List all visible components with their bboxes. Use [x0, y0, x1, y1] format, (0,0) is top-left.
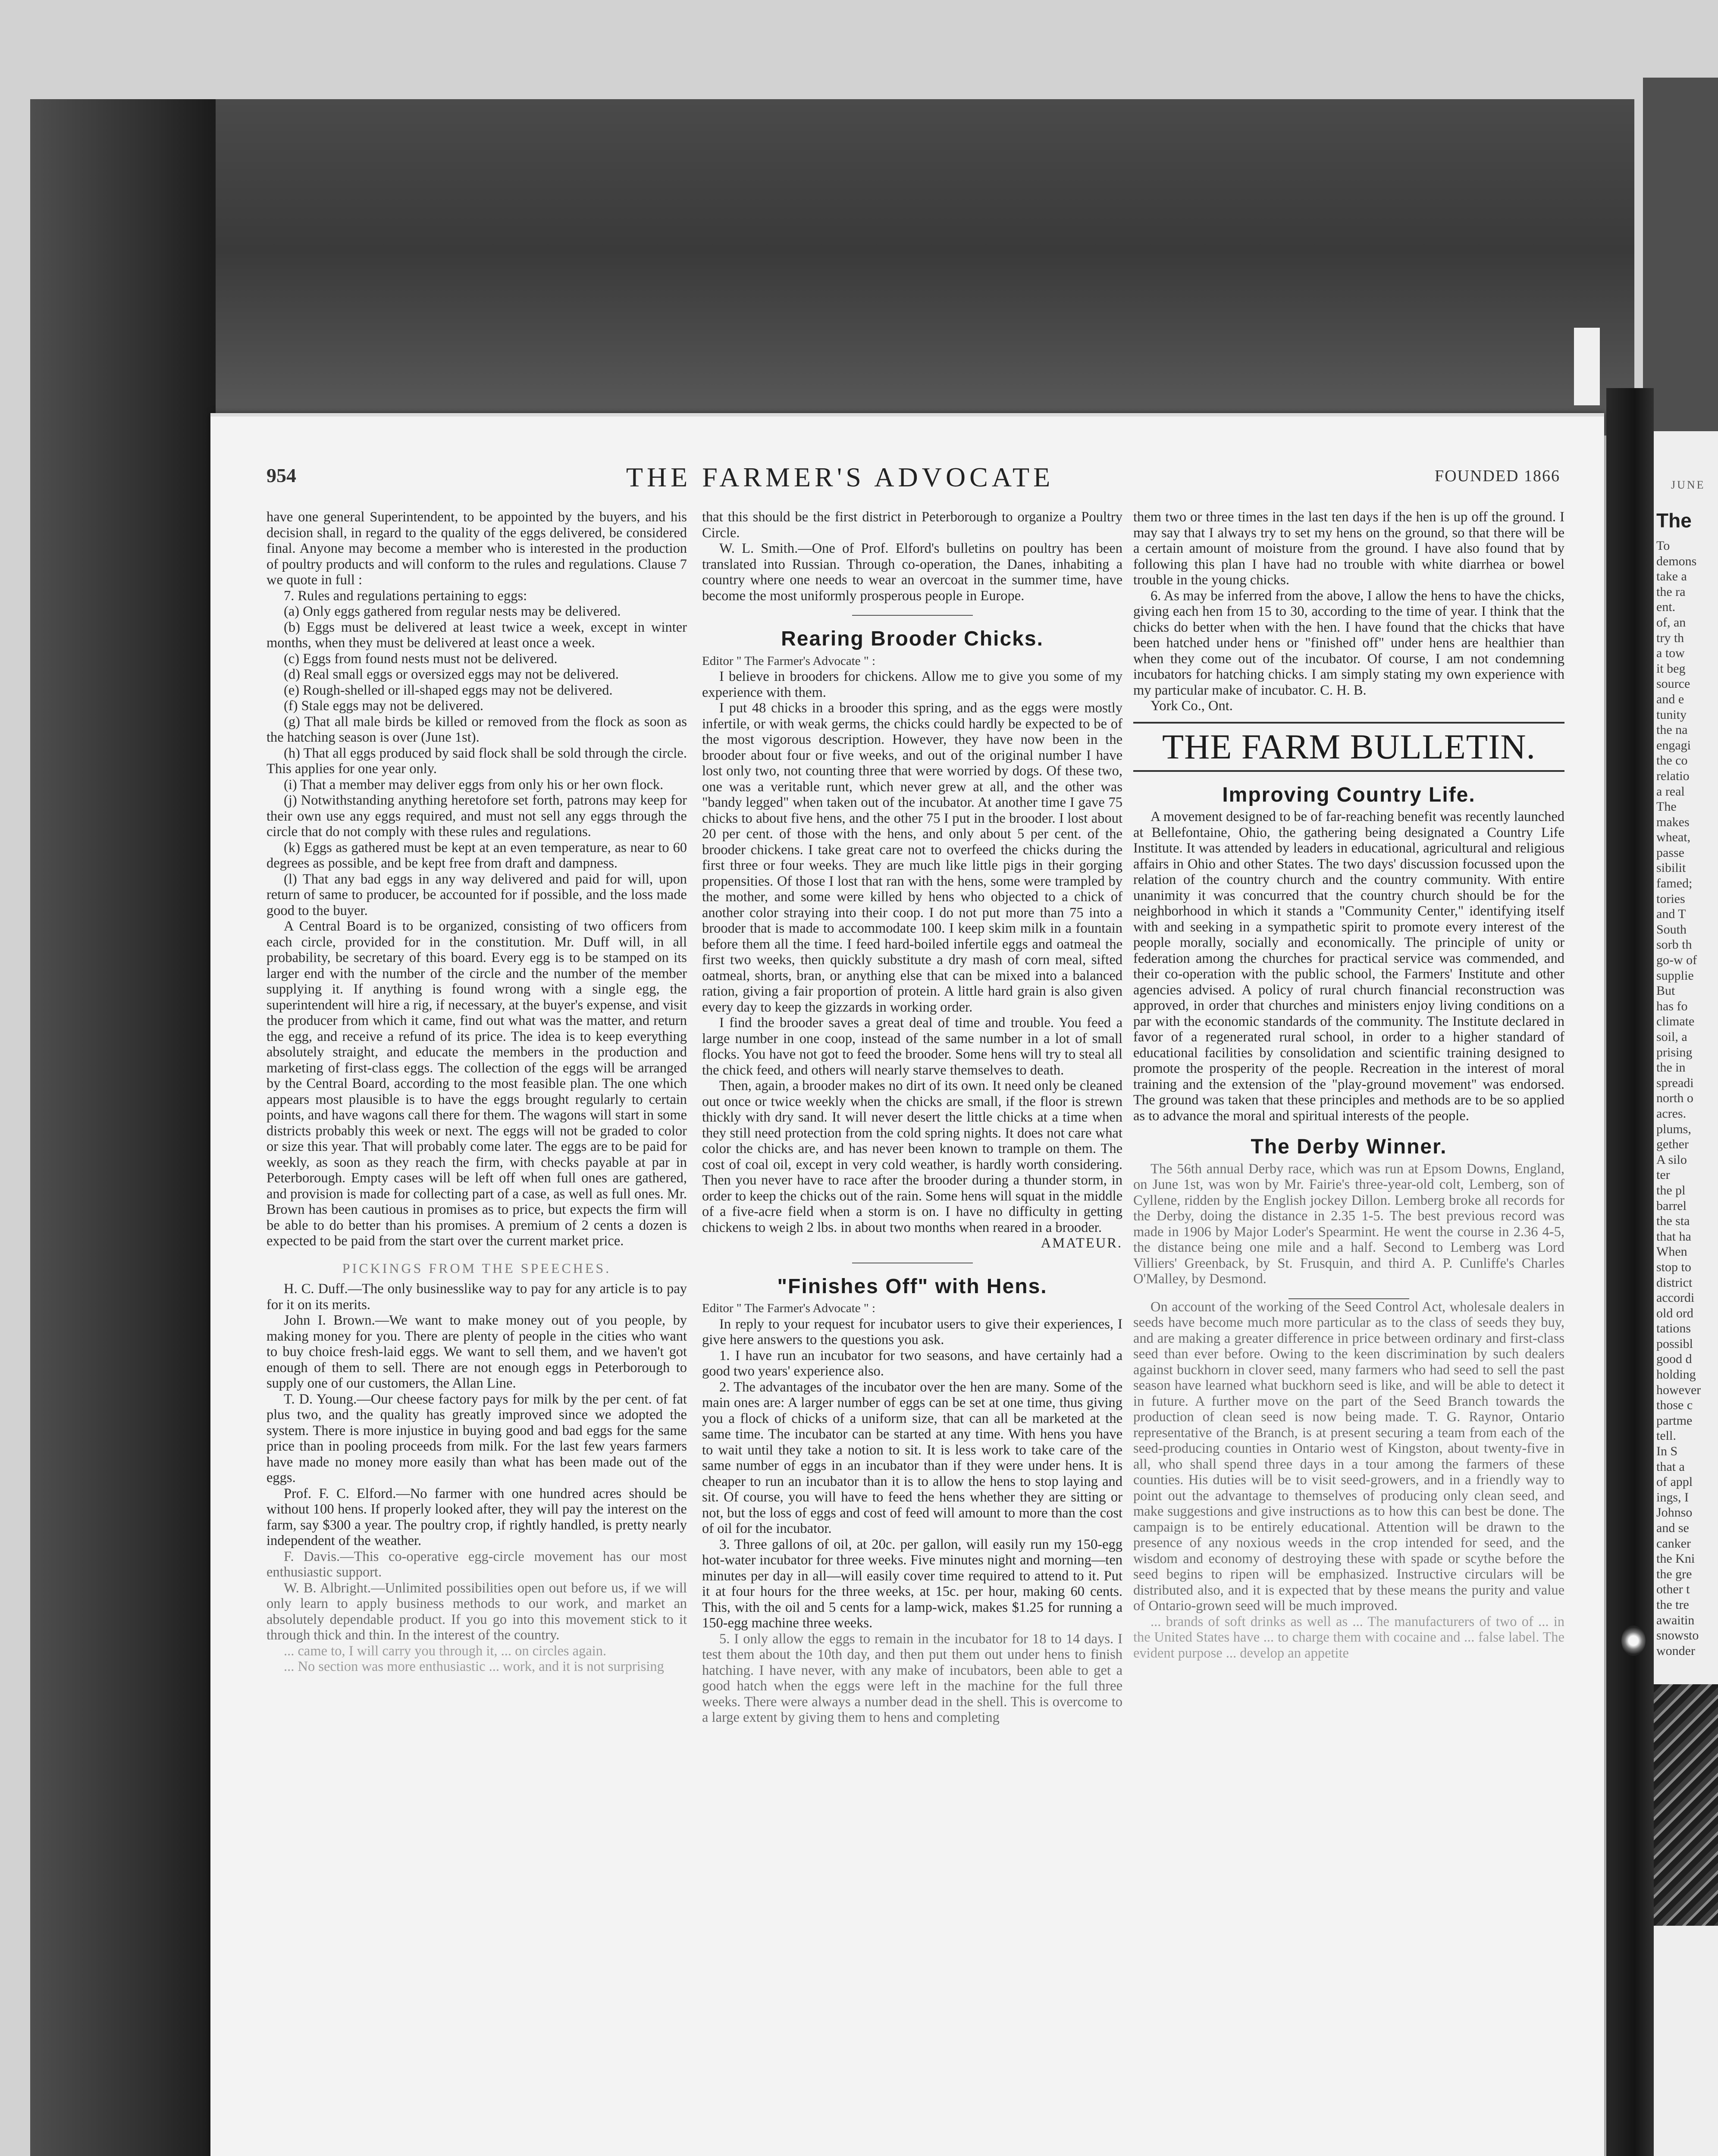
- paragraph: (f) Stale eggs may not be delivered.: [284, 698, 483, 714]
- adjacent-page-line: try th: [1656, 630, 1684, 645]
- adjacent-page-line: relatio: [1656, 768, 1690, 783]
- adjacent-page-line: has fo: [1656, 999, 1688, 1013]
- adjacent-page-line: A silo: [1656, 1152, 1687, 1167]
- newspaper-page: [210, 413, 1604, 2156]
- adjacent-page-line: old ord: [1656, 1306, 1693, 1320]
- paragraph: On account of the working of the Seed Control Act, wholesale dealers in seeds have become much more particular as to the class of seeds they buy, and are making a greater difference in price between ordinary and first-class seed than ever before. Owing to the keen discrimination by such dealers against buckhorn in clover seed, many farmers who had seed to sell the past season have learned what buckhorn seed is like, and will be able to detect it in future. A further move on the part of the Seed Branch towards the production of clean seed is now being made. T. G. Raynor, Ontario representative of the Branch, is at present securing a team from each of the seed-producing counties in Ontario west of Kingston, about twenty-five in all, who shall spend three days in a tour among the farmers of these counties. His duties will be to visit seed-growers, and in a friendly way to point out the advantage to themselves of producing only clean seed, and make suggestions and give instructions as to how this can best be done. The campaign is to be entirely educational. Attention will be drawn to the presence of any noxious weeds in the crop intended for seed, and the wisdom and economy of destroying these with spade or scythe before the seed begins to ripen will be emphasized. Instructive circulars will be distributed also, and it is expected that by these means the purity and value of Ontario-grown seed will be much improved.: [1133, 1299, 1564, 1614]
- adjacent-page-line: gether: [1656, 1137, 1689, 1152]
- adjacent-page-line: the na: [1656, 723, 1688, 737]
- paragraph: ... came to, I will carry you through it, ... on circles again.: [284, 1643, 607, 1659]
- adjacent-page-line: and se: [1656, 1521, 1689, 1535]
- adjacent-page-running-head: JUNE: [1671, 479, 1705, 491]
- paragraph: (i) That a member may deliver eggs from only his or her own flock.: [284, 777, 664, 793]
- adjacent-page-line: and T: [1656, 907, 1686, 921]
- paragraph: Prof. F. C. Elford.—No farmer with one hundred acres should be without 100 hens. If properly looked after, they will pay the interest on the farm, say $300 a year. The poultry crop, if rightly handled, is pretty nearly independent of the weather.: [266, 1485, 687, 1548]
- adjacent-page-line: partme: [1656, 1413, 1693, 1428]
- adjacent-page-line: north o: [1656, 1091, 1693, 1106]
- paragraph: I put 48 chicks in a brooder this spring, and as the eggs were mostly infertile, or with weak germs, the chicks could hardly be expected to be of the most vigorous description. However, they have now been in the brooder about four or five weeks, and out of the original number I have lost only two, not counting three that were worried by dogs. Of these two, one was a veritable runt, which never grew at all, and the other was "bandy legged" when taken out of the incubator. At another time I gave 75 chicks to about five hens, and the other 75 I put in the brooder. I lost about 20 per cent. of those with the hens, and only about 5 per cent. of the brooder chickens. I take great care not to overfeed the chicks during the first three or four weeks. They are much like little pigs in their gorging propensities. Of those I lost that ran with the hens, some were trampled by the mother, and some were killed by hens who objected to a chick of another color straying into their coop. I do not put more than 75 into a brooder that is made to accommodate 100. I keep skim milk in a fountain before them all the time. I feed hard-boiled infertile eggs and oatmeal the first two weeks, then quickly substitute a dry mash of corn meal, sifted oatmeal, shorts, bran, or anything else that can be mixed into a balanced ration, giving a fair proportion of protein. A little hard grain is also given every day to keep the gizzards in working order.: [702, 700, 1122, 1015]
- adjacent-page-line: The: [1656, 799, 1677, 814]
- paragraph: (d) Real small eggs or oversized eggs may not be delivered.: [284, 667, 619, 682]
- editor-salutation: Editor " The Farmer's Advocate " :: [702, 654, 876, 668]
- adjacent-page-line: and e: [1656, 692, 1684, 706]
- running-head: [266, 464, 1560, 498]
- adjacent-page-line: the pl: [1656, 1183, 1686, 1197]
- adjacent-page-line: canker: [1656, 1536, 1691, 1551]
- adjacent-page-line: good d: [1656, 1352, 1692, 1366]
- masthead-title: THE FARMER'S ADVOCATE: [626, 462, 1054, 492]
- paragraph: (e) Rough-shelled or ill-shaped eggs may not be delivered.: [284, 682, 613, 698]
- adjacent-page-line: source: [1656, 677, 1690, 691]
- paragraph: have one general Superintendent, to be appointed by the buyers, and his decision shall, in regard to the quality of the eggs delivered, be considered final. Anyone may become a member who is interested in the production of poultry products and will conform to the rules and regulations. Clause 7 we quote in full :: [266, 509, 687, 588]
- paragraph: (h) That all eggs produced by said flock shall be sold through the circle. This applies for one year only.: [266, 745, 687, 777]
- paragraph: 1. I have run an incubator for two seasons, and have certainly had a good two years' experience also.: [702, 1348, 1122, 1379]
- adjacent-page-heading: The: [1656, 509, 1692, 532]
- paragraph: The 56th annual Derby race, which was run at Epsom Downs, England, on June 1st, was won by Mr. Fairie's three-year-old colt, Lemberg, son of Cyllene, ridden by the English jockey Dillon. Lemberg broke all records for the Derby, doing the distance in 2.35 1-5. The best previous record was made in 1906 by Major Loder's Spearmint. He went the course in 2.36 4-5, the distance being one mile and a half. Second to Lemberg was Lord Villiers' Greenback, by St. Frusquin, and third A. P. Cunliffe's Charles O'Malley, by Desmond.: [1133, 1161, 1564, 1287]
- paragraph: that this should be the first district in Peterborough to organize a Poultry Circle.: [702, 509, 1122, 541]
- farm-bulletin-banner: THE FARM BULLETIN.: [1133, 722, 1564, 772]
- adjacent-page-line: of, an: [1656, 615, 1686, 630]
- paragraph: John I. Brown.—We want to make money out of you people, by making money for you. There are plenty of people in the cities who want to buy choice fresh-laid eggs. We want to sell them, and we haven't got enough of them to sell. There are not enough eggs in Peterborough to supply one of our customers, the Allan Line.: [266, 1313, 687, 1391]
- paragraph: (k) Eggs as gathered must be kept at an even temperature, as near to 60 degrees as possible, and be kept free from draft and dampness.: [266, 840, 687, 871]
- adjacent-page-line: passe: [1656, 845, 1684, 860]
- adjacent-page-line: however: [1656, 1382, 1701, 1397]
- adjacent-page-line: possibl: [1656, 1336, 1693, 1351]
- paragraph: (l) That any bad eggs in any way delivered and paid for will, upon return of same to producer, be accounted for if possible, and the loss made good to the buyer.: [266, 871, 687, 918]
- paragraph: (b) Eggs must be delivered at least twice a week, except in winter months, when they must be delivered at least once a week.: [266, 619, 687, 651]
- paragraph: (j) Notwithstanding anything heretofore set forth, patrons may keep for their own use any eggs required, and must not sell any eggs through the circle that do not comply with these rules and regulations.: [266, 793, 687, 840]
- adjacent-page-line: engagi: [1656, 738, 1691, 752]
- adjacent-page-line: stop to: [1656, 1260, 1691, 1274]
- binding-hole: [1621, 1626, 1646, 1656]
- adjacent-page-line: Johnso: [1656, 1505, 1693, 1520]
- adjacent-page-line: district: [1656, 1275, 1693, 1290]
- section-subheading: PICKINGS FROM THE SPEECHES.: [342, 1260, 611, 1276]
- adjacent-page-line: it beg: [1656, 661, 1686, 676]
- article-heading: Improving Country Life.: [1222, 783, 1476, 806]
- paragraph: T. D. Young.—Our cheese factory pays for milk by the per cent. of fat plus two, and the quality has greatly improved since we adopted the system. There is more injustice in buying good and bad eggs for the same price than in pooling proceeds from milk. For the last few years farmers have made no money more easily than what has been made out of the eggs.: [266, 1391, 687, 1485]
- paragraph: York Co., Ont.: [1151, 698, 1233, 714]
- adjacent-page-line: When: [1656, 1244, 1687, 1259]
- article-heading: The Derby Winner.: [1251, 1135, 1447, 1158]
- paragraph: I find the brooder saves a great deal of time and trouble. You feed a large number in one coop, instead of the same number in a lot of small flocks. You have not got to feed the brooder. Some hens will try to steal all the chick feed, and others will nearly starve themselves to death.: [702, 1015, 1122, 1078]
- adjacent-page-line: go-w of: [1656, 953, 1697, 968]
- adjacent-page-line: the tre: [1656, 1597, 1689, 1612]
- adjacent-page-line: prising: [1656, 1045, 1693, 1059]
- adjacent-page-line: the co: [1656, 753, 1688, 768]
- adjacent-page-line: snowsto: [1656, 1628, 1699, 1643]
- paragraph: F. Davis.—This co-operative egg-circle movement has our most enthusiastic support.: [266, 1548, 687, 1580]
- paragraph: I believe in brooders for chickens. Allow me to give you some of my experience with them.: [702, 669, 1122, 700]
- adjacent-page-line: sibilit: [1656, 861, 1686, 875]
- adjacent-page-line: the in: [1656, 1060, 1686, 1075]
- adjacent-page-line: ent.: [1656, 600, 1676, 614]
- adjacent-page-text: [1654, 538, 1718, 1658]
- adjacent-page-line: holding: [1656, 1367, 1696, 1382]
- adjacent-page-line: demons: [1656, 554, 1697, 568]
- adjacent-page-line: wheat,: [1656, 830, 1691, 845]
- adjacent-page-line: climate: [1656, 1014, 1695, 1029]
- paragraph: ... brands of soft drinks as well as ... The manufacturers of two of ... in the United States have ... to charge them with cocaine and ... false label. The evident purpose ... develop an appetite: [1133, 1614, 1564, 1661]
- column-3: [1133, 509, 1564, 1661]
- adjacent-page-line: the gre: [1656, 1567, 1692, 1581]
- paragraph: Then, again, a brooder makes no dirt of its own. It need only be cleaned out once or twice weekly when the chicks are small, if the floor is strewn thickly with dry sand. It will never desert the little chicks at a time when they still need protection from the cold spring nights. It does not care what color the chicks are, and has never been known to trample on them. The cost of coal oil, except in very cold weather, is hardly worth considering. Then you never have to race after the brooder during a thunder storm, in order to keep the chicks out of the rain. Some hens will squat in the middle of a five-acre field when a storm is on. I have no difficulty in getting chickens to weigh 2 lbs. in about two months when reared in a brooder.: [702, 1078, 1122, 1235]
- paragraph: W. B. Albright.—Unlimited possibilities open out before us, if we will only learn to apply business methods to our work, and market an absolutely dependable product. If you go into this movement stick to it through thick and thin. In the interest of the country.: [266, 1580, 687, 1643]
- adjacent-page-line: that a: [1656, 1459, 1685, 1474]
- author-signature: AMATEUR.: [1041, 1235, 1122, 1251]
- paragraph: W. L. Smith.—One of Prof. Elford's bulletins on poultry has been translated into Russian. Through co-operation, the Danes, inhabiting a country where one needs to wear an overcoat in the summer time, have become the most uniformly prosperous people in Europe.: [702, 541, 1122, 604]
- adjacent-page-line: of appl: [1656, 1475, 1693, 1489]
- adjacent-page-line: ter: [1656, 1168, 1670, 1182]
- paragraph: (a) Only eggs gathered from regular nests may be delivered.: [284, 604, 621, 619]
- adjacent-page-line: other t: [1656, 1582, 1690, 1597]
- paragraph: ... No section was more enthusiastic ... work, and it is not surprising: [284, 1659, 664, 1674]
- founded-line: FOUNDED 1866: [1434, 467, 1560, 485]
- adjacent-page-line: sorb th: [1656, 937, 1692, 952]
- adjacent-page-line: In S: [1656, 1444, 1678, 1459]
- adjacent-page-line: that ha: [1656, 1229, 1691, 1244]
- paragraph: A movement designed to be of far-reaching benefit was recently launched at Bellefontaine, Ohio, the gathering being designated a Country Life Institute. It was attended by leaders in educational, agricultural and religious affairs in Ohio and other States. The two days' discussion focussed upon the relation of the country church and the country community. With entire unanimity it was concurred that the country church should be for the neighborhood in which it stands a "Community Center," identifying itself with and seeking in a sympathetic spirit to promote every interest of the people morally, socially and economically. The principle of unity or federation among the churches for practical service was commended, and their co-operation with the public school, the Farmers' Institute and other agencies advised. A policy of rural church financial reconstruction was approved, in order that churches and ministers enjoy living conditions on a par with the economic standards of the community. The Institute declared in favor of a regenerated rural school, in order to a higher standard of educational facilities by consolidation and scientific training designed to promote the prosperity of the people. Recreation in the interest of moral training and the extension of the "play-ground movement" was endorsed. The ground was taken that these principles and methods are to be so applied as to advance the moral and spiritual interests of the people.: [1133, 809, 1564, 1124]
- scan-smudge: [1574, 328, 1600, 405]
- paragraph: H. C. Duff.—The only businesslike way to pay for any article is to pay for it on its merits.: [266, 1281, 687, 1313]
- adjacent-page-line: awaitin: [1656, 1613, 1695, 1627]
- adjacent-page-line: South: [1656, 922, 1687, 937]
- section-rule: [852, 615, 973, 616]
- adjacent-page-fragment: [1654, 431, 1718, 2156]
- adjacent-page-line: a real: [1656, 784, 1685, 799]
- adjacent-page-line: tories: [1656, 891, 1685, 906]
- editor-salutation: Editor " The Farmer's Advocate " :: [702, 1301, 876, 1315]
- paragraph: (c) Eggs from found nests must not be delivered.: [284, 651, 558, 667]
- article-heading: Rearing Brooder Chicks.: [781, 627, 1044, 650]
- adjacent-page-photograph: [1654, 1684, 1718, 1926]
- adjacent-page-line: barrel: [1656, 1198, 1687, 1213]
- paragraph: In reply to your request for incubator users to give their experiences, I give here answers to the questions you ask.: [702, 1316, 1122, 1348]
- adjacent-page-line: famed;: [1656, 876, 1693, 891]
- paragraph: them two or three times in the last ten days if the hen is up off the ground. I may say that I always try to set my hens on the ground, so that there will be a certain amount of moisture from the ground. I have also found that by following this plan I have had no trouble with white diarrhea or bowel trouble in the young chicks.: [1133, 509, 1564, 588]
- adjacent-page-line: a tow: [1656, 646, 1685, 661]
- adjacent-page-line: the Kni: [1656, 1551, 1695, 1566]
- adjacent-page-line: accordi: [1656, 1291, 1695, 1305]
- adjacent-page-line: acres.: [1656, 1106, 1687, 1121]
- adjacent-page-line: take a: [1656, 569, 1687, 584]
- adjacent-page-line: tunity: [1656, 707, 1687, 722]
- paragraph: 5. I only allow the eggs to remain in the incubator for 18 to 14 days. I test them about the 10th day, and then put them out under hens to finish hatching. I have never, with any make of incubators, been able to get a good hatch when the eggs were left in the machine for the full three weeks. There were always a number dead in the shell. This is overcome to a large extent by giving them to hens and completing: [702, 1631, 1122, 1725]
- page-gutter-shadow: [1606, 388, 1654, 2156]
- adjacent-page-line: tations: [1656, 1321, 1691, 1336]
- adjacent-page-line: plums,: [1656, 1122, 1691, 1136]
- column-1: [266, 509, 687, 1675]
- adjacent-page-line: those c: [1656, 1398, 1693, 1413]
- scan-background-top: [30, 99, 1634, 436]
- page-number: 954: [266, 464, 296, 486]
- adjacent-page-line: But: [1656, 984, 1675, 998]
- adjacent-page-line: soil, a: [1656, 1030, 1687, 1044]
- adjacent-page-line: To: [1656, 539, 1670, 553]
- column-2: [702, 509, 1122, 1726]
- paragraph: 7. Rules and regulations pertaining to eggs:: [284, 588, 527, 604]
- adjacent-page-line: the sta: [1656, 1214, 1690, 1228]
- paragraph: A Central Board is to be organized, consisting of two officers from each circle, provided for in the constitution. Mr. Duff will, in all probability, be secretary of this board. Every egg is to be stamped on its larger end with the number of the circle and the number of the member supplying it. If anything is found wrong with a single egg, the superintendent will hire a rig, if necessary, at the buyer's expense, and visit the producer from which it came, find out what was the matter, and return the egg, and receive a refund of its price. The idea is to keep everything absolutely straight, and educate the members in the production and marketing of first-class eggs. The collection of the eggs will be arranged by the Central Board, according to the most feasible plan. The one which appears most plausible is to have the eggs brought regularly to certain points, and have wagons call there for them. The wagons will start in some districts probably this week or next. The eggs will not be graded to color or size this year. That will probably come later. The eggs are to be paid for weekly, as soon as they reach the firm, with checks payable at par in Peterborough. Empty cases will be left off when full ones are gathered, and provision is made for collecting part of a case, as well as full ones. Mr. Brown has been cautious in promises as to price, but expects the firm will be able to do better than his promises. A premium of 2 cents a dozen is expected to be paid from the start over the current market price.: [266, 918, 687, 1249]
- adjacent-page-line: makes: [1656, 815, 1690, 829]
- adjacent-page-line: supplie: [1656, 968, 1694, 983]
- paragraph: 6. As may be inferred from the above, I allow the hens to have the chicks, giving each hen from 15 to 30, according to the time of year. I think that the chicks do better when with the hen. I have found that the chicks that have been hatched under hens or "finished off" under hens are healthier than when they come out of the incubator. Of course, I am not condemning incubators for hatching chicks. I am simply stating my own experience with my particular make of incubator. C. H. B.: [1133, 588, 1564, 698]
- adjacent-page-line: ings, I: [1656, 1490, 1689, 1504]
- scan-background-left: [30, 99, 216, 2156]
- paragraph: (g) That all male birds be killed or removed from the flock as soon as the hatching season is over (June 1st).: [266, 714, 687, 745]
- paragraph: 2. The advantages of the incubator over the hen are many. Some of the main ones are: A larger number of eggs can be set at one time, thus giving you a flock of chicks of a uniform size, that can all be marketed at the same time. The incubator can be started at any time. With hens you have to wait until they take a notion to sit. It is less work to take care of the same number of eggs in an incubator than if they were under hens. It is cheaper to run an incubator than it is to allow the hens to stop laying and sit. Of course, you will have to feed the hens whether they are sitting or not, but the loss of eggs and cost of feed will amount to more than the cost of oil for the incubator.: [702, 1379, 1122, 1536]
- adjacent-page-line: spreadi: [1656, 1075, 1694, 1090]
- adjacent-page-line: wonder: [1656, 1643, 1695, 1658]
- scan-background-right: [1643, 78, 1718, 431]
- article-heading: "Finishes Off" with Hens.: [777, 1275, 1047, 1298]
- paragraph: 3. Three gallons of oil, at 20c. per gallon, will easily run my 150-egg hot-water incubator for three weeks. Five minutes night and morning—ten minutes per day in all—will easily cover time required to attend to it. Put it at four hours for the three weeks, at 15c. per hour, making 60 cents. This, with the oil and 5 cents for a lamp-wick, makes $1.25 for running a 150-egg machine three weeks.: [702, 1536, 1122, 1631]
- adjacent-page-line: tell.: [1656, 1429, 1676, 1443]
- adjacent-page-line: the ra: [1656, 584, 1686, 599]
